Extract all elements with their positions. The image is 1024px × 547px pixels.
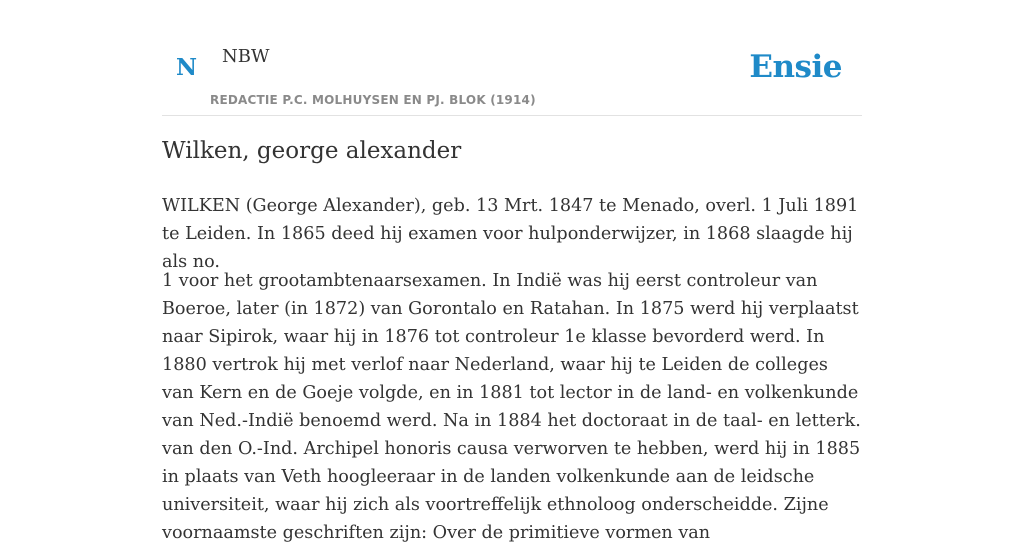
header-divider: [162, 115, 862, 116]
entry-title: Wilken, george alexander: [162, 138, 462, 164]
source-title[interactable]: NBW: [222, 46, 270, 67]
entry-paragraph-1: WILKEN (George Alexander), geb. 13 Mrt. 1847 te Menado, overl. 1 Juli 1891 te Leiden. In 1865 deed hij examen voor hulponderwijzer, in 1868 slaagde hij als no.: [162, 196, 859, 272]
source-logo[interactable]: N: [176, 54, 198, 81]
source-subtitle: REDACTIE P.C. MOLHUYSEN EN PJ. BLOK (1914): [210, 93, 536, 107]
brand-logo[interactable]: Ensie: [749, 49, 842, 85]
entry-paragraph-2: 1 voor het grootambtenaarsexamen. In Indië was hij eerst controleur van Boeroe, later (in 1872) van Gorontalo en Ratahan. In 1875 werd hij verplaatst naar Sipirok, waar hij in 1876 tot controleur 1e klasse bevorderd werd. In 1880 vertrok hij met verlof naar Nederland, waar hij te Leiden de colleges van Kern en de Goeje volgde, en in 1881 tot lector in de land- en volkenkunde van Ned.-Indië benoemd werd. Na in 1884 het doctoraat in de taal- en letterk. van den O.-Ind. Archipel honoris causa verworven te hebben, werd hij in 1885 in plaats van Veth hoogleeraar in de landen volkenkunde aan de leidsche universiteit, waar hij zich als voortreffelijk ethnoloog onderscheidde. Zijne voornaamste geschriften zijn: Over de primitieve vormen van: [162, 271, 861, 543]
